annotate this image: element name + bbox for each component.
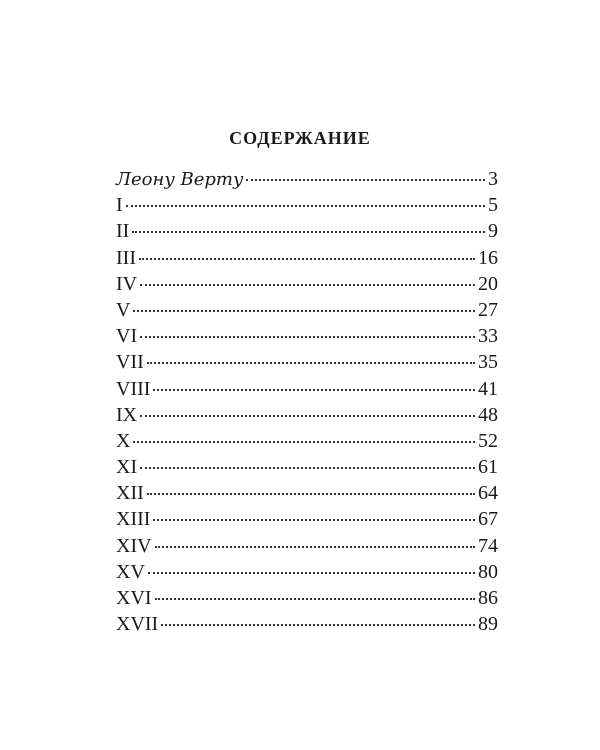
toc-entry xyxy=(116,245,498,271)
toc-entry-label: XII xyxy=(116,482,144,505)
toc-dot-leader xyxy=(132,231,485,233)
toc-entry xyxy=(116,376,498,402)
toc-entry xyxy=(116,428,498,454)
toc-entry-page-number: 64 xyxy=(478,482,498,505)
toc-entry xyxy=(116,271,498,297)
toc-dot-leader xyxy=(140,467,475,469)
toc-entry-label: XVII xyxy=(116,613,159,636)
toc-dot-leader xyxy=(153,519,475,521)
toc-entry-label: VI xyxy=(116,325,138,348)
toc-entry-label: XV xyxy=(116,560,145,583)
toc-entry-page-number: 5 xyxy=(488,194,498,217)
toc-entry-label: III xyxy=(116,246,136,269)
toc-entry xyxy=(116,533,498,559)
toc-entry-page-number: 48 xyxy=(478,403,498,426)
toc-entry-page-number: 52 xyxy=(478,429,498,452)
toc-entry-label: Леону Верту xyxy=(116,169,244,190)
toc-entry-page-number: 35 xyxy=(478,351,498,374)
toc-entry-page-number: 74 xyxy=(478,534,498,557)
toc-entry-label: XI xyxy=(116,456,138,479)
toc-dot-leader xyxy=(148,572,475,574)
toc-entry xyxy=(116,454,498,480)
toc-entry-page-number: 67 xyxy=(478,508,498,531)
toc-entry xyxy=(116,166,498,192)
toc-dot-leader xyxy=(153,389,475,391)
toc-dot-leader xyxy=(140,336,475,338)
toc-dot-leader xyxy=(133,441,475,443)
toc-entry xyxy=(116,323,498,349)
toc-entry xyxy=(116,349,498,375)
toc-entry-page-number: 20 xyxy=(478,272,498,295)
toc-entry-page-number: 89 xyxy=(478,613,498,636)
toc-entry-page-number: 16 xyxy=(478,246,498,269)
toc-entry-page-number: 41 xyxy=(478,377,498,400)
toc-entry-page-number: 80 xyxy=(478,560,498,583)
toc-entry xyxy=(116,402,498,428)
toc-entry xyxy=(116,218,498,244)
toc-dot-leader xyxy=(161,624,475,626)
toc-entry-page-number: 3 xyxy=(488,168,498,190)
toc-entry-label: I xyxy=(116,194,123,217)
toc-entry-label: II xyxy=(116,220,130,243)
toc-entry-page-number: 27 xyxy=(478,298,498,321)
toc-entry xyxy=(116,585,498,611)
toc-entry xyxy=(116,559,498,585)
toc-entry-label: XVI xyxy=(116,587,152,609)
toc-entry-page-number: 9 xyxy=(488,220,498,243)
toc-entry xyxy=(116,611,498,637)
toc-entry-label: IX xyxy=(116,403,138,426)
toc-dot-leader xyxy=(139,258,475,260)
toc-entry xyxy=(116,297,498,323)
toc-entry-page-number: 61 xyxy=(478,456,498,479)
toc-list xyxy=(116,166,498,637)
toc-dot-leader xyxy=(147,362,475,364)
toc-dot-leader xyxy=(155,598,475,600)
toc-dot-leader xyxy=(133,310,475,312)
toc-entry xyxy=(116,480,498,506)
toc-entry-label: V xyxy=(116,298,131,321)
toc-dot-leader xyxy=(155,546,475,548)
toc-entry-label: XIV xyxy=(116,534,152,557)
toc-entry-page-number: 86 xyxy=(478,587,498,609)
toc-dot-leader xyxy=(126,205,485,207)
toc-dot-leader xyxy=(140,284,475,286)
toc-dot-leader xyxy=(246,179,485,181)
toc-title: СОДЕРЖАНИЕ xyxy=(229,128,371,148)
toc-entry-page-number: 33 xyxy=(478,325,498,348)
toc-entry-label: VIII xyxy=(116,377,151,400)
toc-dot-leader xyxy=(147,493,475,495)
toc-dot-leader xyxy=(140,415,475,417)
toc-entry-label: VII xyxy=(116,351,144,374)
toc-entry xyxy=(116,506,498,532)
toc-entry xyxy=(116,192,498,218)
toc-entry-label: IV xyxy=(116,272,138,295)
toc-entry-label: X xyxy=(116,429,131,452)
toc-entry-label: XIII xyxy=(116,508,151,531)
